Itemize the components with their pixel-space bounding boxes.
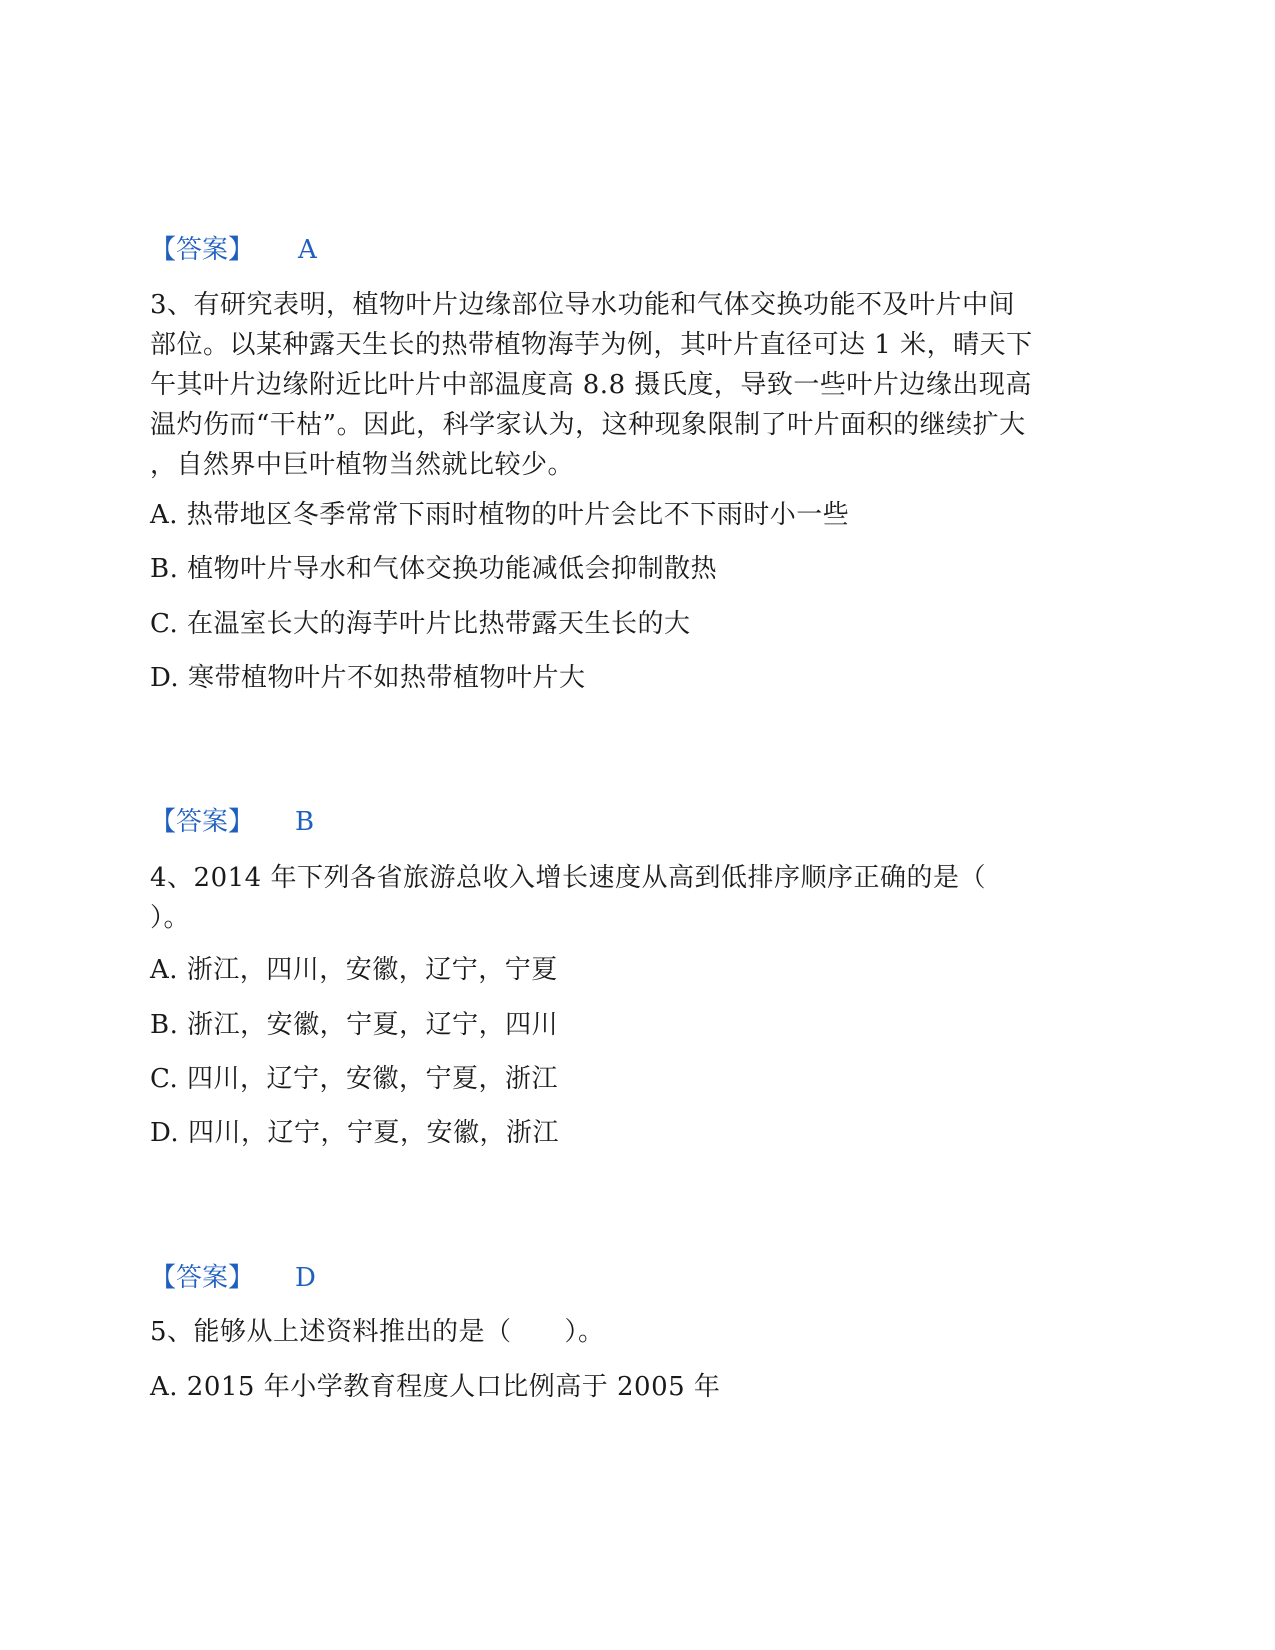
option-d: D. 寒带植物叶片不如热带植物叶片大 [150,663,586,693]
option-c: C. 四川，辽宁，安徽，宁夏，浙江 [150,1064,558,1094]
option-a: A. 浙江，四川，安徽，辽宁，宁夏 [150,955,558,985]
stem-line: 4、2014 年下列各省旅游总收入增长速度从高到低排序顺序正确的是（ [150,863,986,893]
stem-line: 温灼伤而“干枯”。因此，科学家认为，这种现象限制了叶片面积的继续扩大 [150,410,1026,440]
answer-line-q4 [150,1258,550,1298]
answer-line-q2 [150,230,550,270]
stem-line: ，自然界中巨叶植物当然就比较少。 [150,450,575,480]
answer-tag: 【答案】 [150,1263,255,1293]
option-b: B. 浙江，安徽，宁夏，辽宁，四川 [150,1010,559,1040]
answer-value: A [298,235,317,265]
option-c: C. 在温室长大的海芋叶片比热带露天生长的大 [150,609,691,639]
answer-value: B [295,807,315,837]
stem-line: ）。 [150,903,191,933]
answer-line-q3 [150,802,550,842]
option-d: D. 四川，辽宁，宁夏，安徽，浙江 [150,1118,559,1148]
stem-line: 部位。以某种露天生长的热带植物海芋为例，其叶片直径可达 1 米，晴天下 [150,330,1033,360]
answer-value: D [295,1263,316,1293]
answer-tag: 【答案】 [150,807,255,837]
question-5-stem: 5、能够从上述资料推出的是（ ）。 [150,1317,605,1347]
option-a: A. 热带地区冬季常常下雨时植物的叶片会比不下雨时小一些 [150,500,850,530]
option-b: B. 植物叶片导水和气体交换功能减低会抑制散热 [150,554,718,584]
question-4-stem [150,858,1130,938]
stem-line: 3、有研究表明，植物叶片边缘部位导水功能和气体交换功能不及叶片中间 [150,290,1016,320]
question-3-stem [150,285,1130,485]
answer-tag: 【答案】 [150,235,255,265]
option-a: A. 2015 年小学教育程度人口比例高于 2005 年 [150,1372,721,1402]
stem-line: 午其叶片边缘附近比叶片中部温度高 8.8 摄氏度，导致一些叶片边缘出现高 [150,370,1032,400]
